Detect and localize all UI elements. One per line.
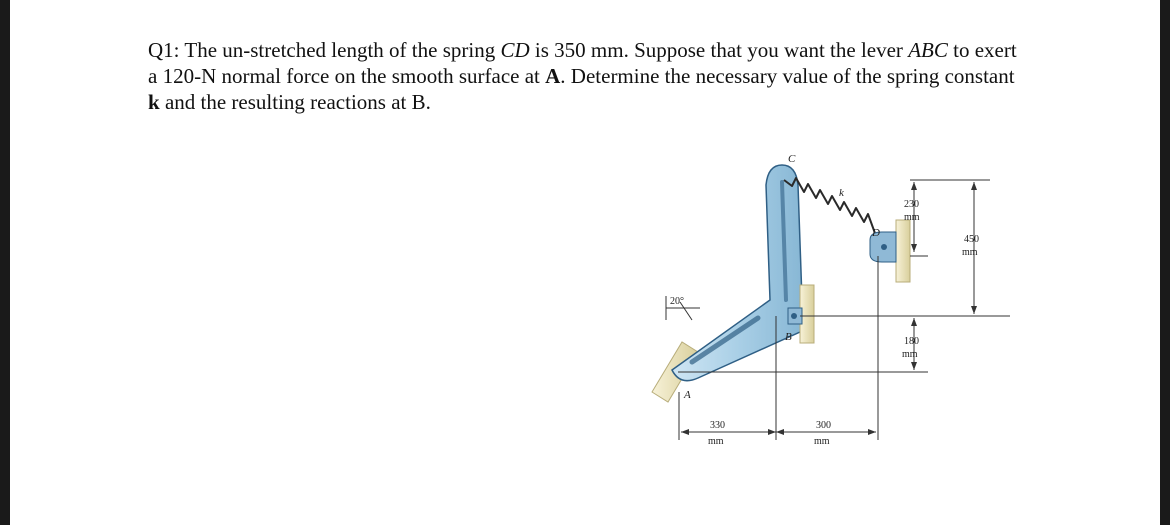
arrow-300-left [776, 429, 784, 435]
spring-name: CD [500, 38, 530, 62]
label-d: D [872, 227, 880, 239]
arrow-180-bottom [911, 362, 917, 370]
dim-330-value: 330 [710, 420, 725, 431]
label-c: C [788, 153, 796, 165]
dim-180-unit: mm [902, 349, 918, 360]
dimension-lines [666, 180, 1010, 440]
label-b: B [785, 331, 792, 343]
pin-b [791, 313, 797, 319]
dim-180-value: 180 [904, 336, 919, 347]
dim-450-unit: mm [962, 247, 978, 258]
document-page [10, 0, 1160, 525]
wall-d [896, 220, 910, 282]
dim-300-value: 300 [816, 420, 831, 431]
dim-330-unit: mm [708, 436, 724, 447]
arrow-330-left [681, 429, 689, 435]
label-angle: 20° [670, 296, 684, 307]
lever-name: ABC [908, 38, 948, 62]
dim-300-unit: mm [814, 436, 830, 447]
dim-230-value: 230 [904, 199, 919, 210]
dim-230-unit: mm [904, 212, 920, 223]
question-mid3: . Determine the necessary value of the spring constant [560, 64, 1015, 88]
arrow-180-top [911, 318, 917, 326]
question-mid1: is 350 mm. Suppose that you want the lever [529, 38, 909, 62]
arrow-450-bottom [971, 306, 977, 314]
arrow-330-right [768, 429, 776, 435]
arrow-450-top [971, 182, 977, 190]
question-mid2: to exert a 120-N normal force on the smooth surface at [148, 38, 1017, 88]
arrowheads [681, 182, 977, 435]
label-k: k [839, 187, 844, 199]
question-prefix: Q1: The un-stretched length of the spring [148, 38, 501, 62]
question-suffix: and the resulting reactions at B. [159, 90, 431, 114]
lever-spring-figure [10, 0, 1160, 525]
arrow-300-right [868, 429, 876, 435]
dim-450-value: 450 [964, 234, 979, 245]
label-a: A [684, 389, 691, 401]
arrow-230-top [911, 182, 917, 190]
k-symbol: k [148, 90, 160, 114]
point-a: A [545, 64, 561, 88]
pin-d [881, 244, 887, 250]
arrow-230-bottom [911, 244, 917, 252]
